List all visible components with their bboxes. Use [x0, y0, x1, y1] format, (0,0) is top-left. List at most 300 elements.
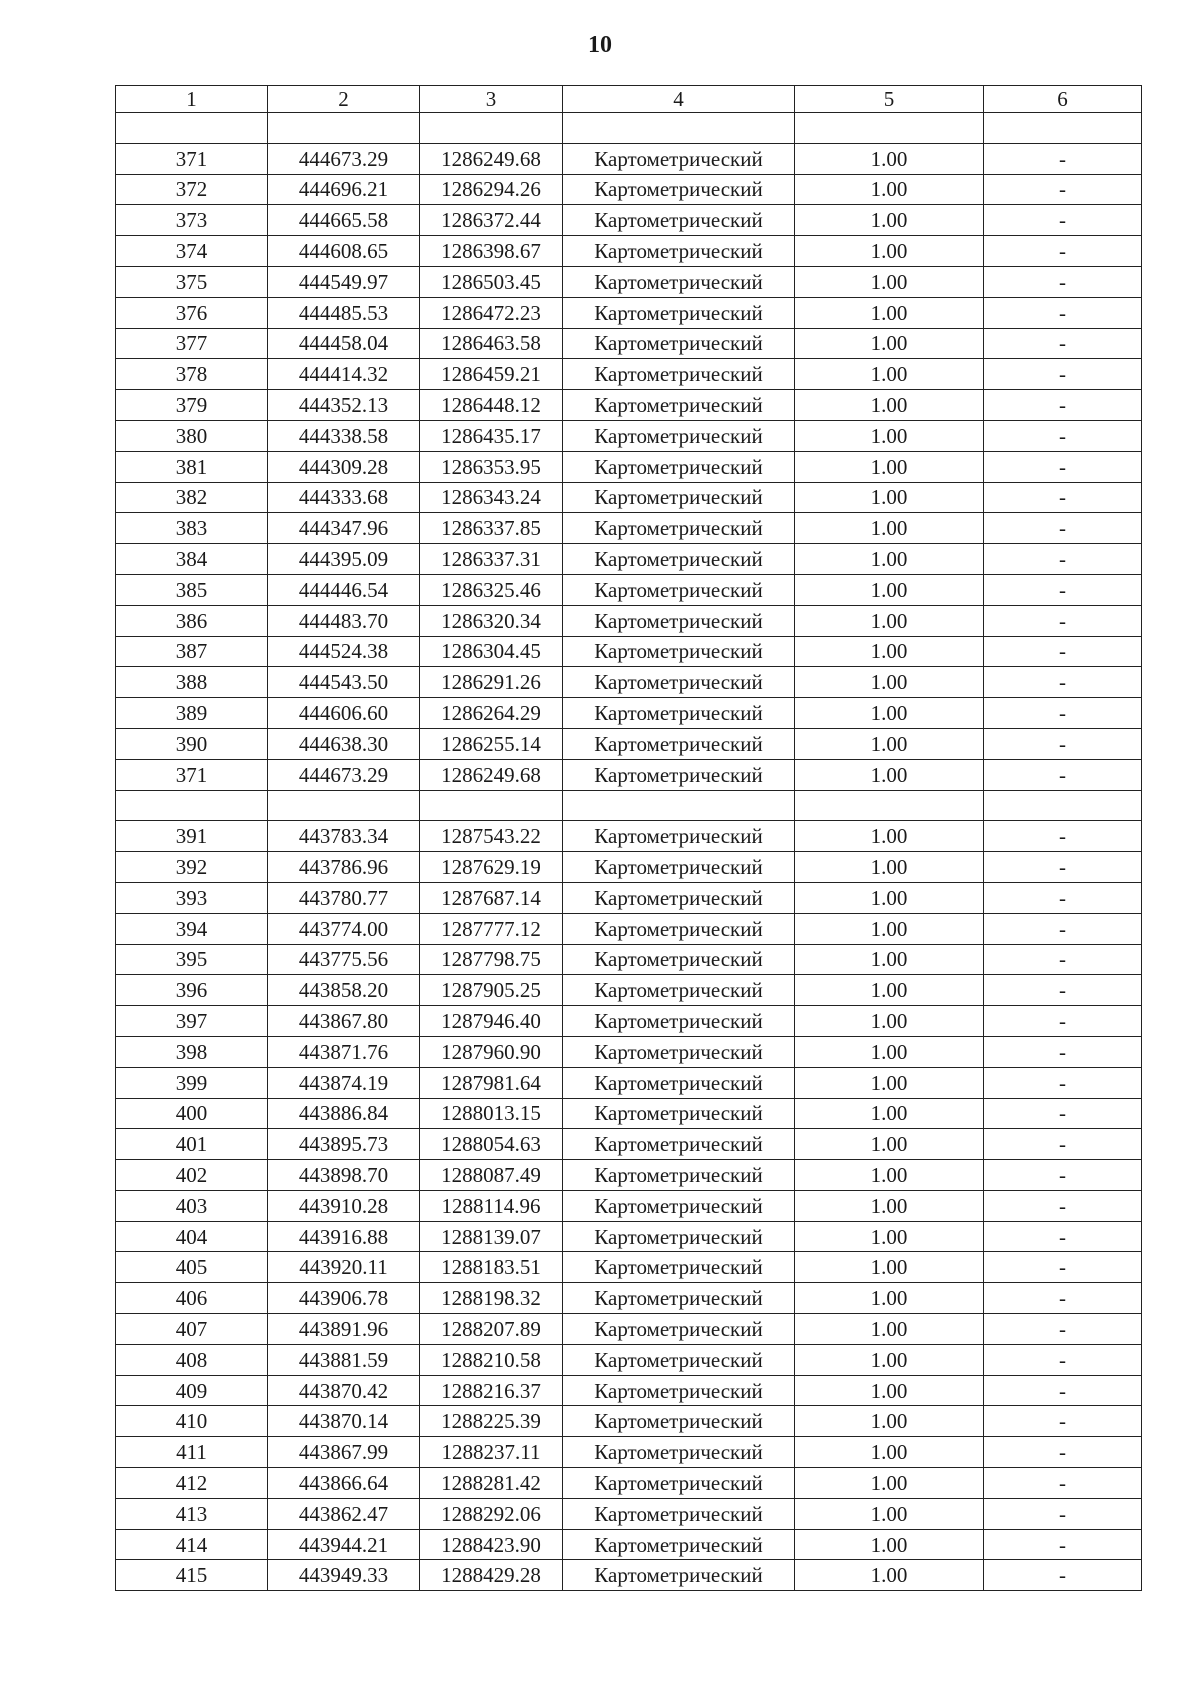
description-cell: - [984, 821, 1142, 852]
description-cell: - [984, 728, 1142, 759]
x-coordinate-cell: 444483.70 [268, 605, 420, 636]
table-row [116, 236, 1142, 267]
accuracy-cell: 1.00 [795, 1314, 984, 1345]
y-coordinate-cell: 1286294.26 [420, 174, 563, 205]
x-coordinate-cell: 444309.28 [268, 451, 420, 482]
description-cell: - [984, 1252, 1142, 1283]
point-number-cell: 411 [116, 1437, 268, 1468]
description-cell: - [984, 944, 1142, 975]
point-number-cell: 371 [116, 759, 268, 790]
description-cell: - [984, 451, 1142, 482]
method-cell: Картометрический [563, 174, 795, 205]
table-separator-row [116, 790, 1142, 821]
point-number-cell: 374 [116, 236, 268, 267]
method-cell: Картометрический [563, 236, 795, 267]
x-coordinate-cell: 444446.54 [268, 574, 420, 605]
table-row [116, 513, 1142, 544]
accuracy-cell: 1.00 [795, 852, 984, 883]
x-coordinate-cell: 443783.34 [268, 821, 420, 852]
y-coordinate-cell: 1286472.23 [420, 297, 563, 328]
table-row [116, 1160, 1142, 1191]
x-coordinate-cell: 443898.70 [268, 1160, 420, 1191]
accuracy-cell: 1.00 [795, 1283, 984, 1314]
y-coordinate-cell: 1286435.17 [420, 420, 563, 451]
y-coordinate-cell: 1288237.11 [420, 1437, 563, 1468]
point-number-cell: 388 [116, 667, 268, 698]
table-row [116, 1252, 1142, 1283]
accuracy-cell: 1.00 [795, 205, 984, 236]
y-coordinate-cell: 1288429.28 [420, 1560, 563, 1591]
point-number-cell: 412 [116, 1468, 268, 1499]
accuracy-cell: 1.00 [795, 1252, 984, 1283]
method-cell: Картометрический [563, 1221, 795, 1252]
x-coordinate-cell: 443867.99 [268, 1437, 420, 1468]
point-number-cell: 386 [116, 605, 268, 636]
description-cell [984, 113, 1142, 144]
method-cell: Картометрический [563, 1375, 795, 1406]
y-coordinate-cell: 1286459.21 [420, 359, 563, 390]
table-row [116, 482, 1142, 513]
table-row [116, 728, 1142, 759]
method-cell: Картометрический [563, 1036, 795, 1067]
description-cell: - [984, 1160, 1142, 1191]
method-cell: Картометрический [563, 328, 795, 359]
y-coordinate-cell: 1288087.49 [420, 1160, 563, 1191]
y-coordinate-cell [420, 790, 563, 821]
method-cell: Картометрический [563, 975, 795, 1006]
table-row [116, 1006, 1142, 1037]
table-row [116, 1529, 1142, 1560]
y-coordinate-cell: 1286463.58 [420, 328, 563, 359]
description-cell: - [984, 1314, 1142, 1345]
x-coordinate-cell: 444458.04 [268, 328, 420, 359]
table-row [116, 297, 1142, 328]
method-cell: Картометрический [563, 728, 795, 759]
accuracy-cell: 1.00 [795, 574, 984, 605]
point-number-cell: 375 [116, 266, 268, 297]
description-cell: - [984, 882, 1142, 913]
x-coordinate-cell: 443886.84 [268, 1098, 420, 1129]
accuracy-cell: 1.00 [795, 1098, 984, 1129]
description-cell: - [984, 1006, 1142, 1037]
description-cell: - [984, 913, 1142, 944]
accuracy-cell: 1.00 [795, 266, 984, 297]
accuracy-cell: 1.00 [795, 698, 984, 729]
table-row [116, 1437, 1142, 1468]
point-number-cell: 390 [116, 728, 268, 759]
x-coordinate-cell: 444608.65 [268, 236, 420, 267]
method-cell: Картометрический [563, 1160, 795, 1191]
method-cell: Картометрический [563, 1344, 795, 1375]
description-cell: - [984, 1468, 1142, 1499]
table-row [116, 451, 1142, 482]
description-cell: - [984, 1529, 1142, 1560]
table-row [116, 698, 1142, 729]
description-cell: - [984, 759, 1142, 790]
accuracy-cell: 1.00 [795, 728, 984, 759]
point-number-cell: 371 [116, 143, 268, 174]
x-coordinate-cell: 444665.58 [268, 205, 420, 236]
column-header-1: 1 [116, 86, 268, 113]
accuracy-cell: 1.00 [795, 297, 984, 328]
table-row [116, 852, 1142, 883]
x-coordinate-cell: 443949.33 [268, 1560, 420, 1591]
x-coordinate-cell: 443874.19 [268, 1067, 420, 1098]
x-coordinate-cell: 443774.00 [268, 913, 420, 944]
method-cell: Картометрический [563, 852, 795, 883]
point-number-cell: 401 [116, 1129, 268, 1160]
point-number-cell: 392 [116, 852, 268, 883]
x-coordinate-cell: 444549.97 [268, 266, 420, 297]
point-number-cell [116, 790, 268, 821]
description-cell: - [984, 297, 1142, 328]
table-row [116, 636, 1142, 667]
method-cell: Картометрический [563, 821, 795, 852]
point-number-cell: 382 [116, 482, 268, 513]
point-number-cell: 407 [116, 1314, 268, 1345]
x-coordinate-cell [268, 113, 420, 144]
description-cell [984, 790, 1142, 821]
y-coordinate-cell: 1288139.07 [420, 1221, 563, 1252]
accuracy-cell: 1.00 [795, 636, 984, 667]
y-coordinate-cell: 1286337.85 [420, 513, 563, 544]
table-row [116, 1344, 1142, 1375]
x-coordinate-cell: 444485.53 [268, 297, 420, 328]
method-cell: Картометрический [563, 667, 795, 698]
y-coordinate-cell: 1288054.63 [420, 1129, 563, 1160]
column-header-5: 5 [795, 86, 984, 113]
description-cell: - [984, 698, 1142, 729]
point-number-cell: 410 [116, 1406, 268, 1437]
column-header-4: 4 [563, 86, 795, 113]
method-cell: Картометрический [563, 913, 795, 944]
x-coordinate-cell: 443866.64 [268, 1468, 420, 1499]
accuracy-cell [795, 113, 984, 144]
x-coordinate-cell: 443858.20 [268, 975, 420, 1006]
point-number-cell: 372 [116, 174, 268, 205]
accuracy-cell: 1.00 [795, 513, 984, 544]
method-cell: Картометрический [563, 1283, 795, 1314]
description-cell: - [984, 1406, 1142, 1437]
y-coordinate-cell: 1287946.40 [420, 1006, 563, 1037]
method-cell: Картометрический [563, 698, 795, 729]
y-coordinate-cell: 1286337.31 [420, 544, 563, 575]
y-coordinate-cell: 1287629.19 [420, 852, 563, 883]
description-cell: - [984, 1036, 1142, 1067]
table-row [116, 1468, 1142, 1499]
description-cell: - [984, 636, 1142, 667]
accuracy-cell: 1.00 [795, 1498, 984, 1529]
y-coordinate-cell [420, 113, 563, 144]
method-cell: Картометрический [563, 266, 795, 297]
accuracy-cell: 1.00 [795, 975, 984, 1006]
y-coordinate-cell: 1286343.24 [420, 482, 563, 513]
y-coordinate-cell: 1286325.46 [420, 574, 563, 605]
point-number-cell: 403 [116, 1190, 268, 1221]
accuracy-cell: 1.00 [795, 944, 984, 975]
accuracy-cell: 1.00 [795, 420, 984, 451]
point-number-cell: 389 [116, 698, 268, 729]
point-number-cell: 414 [116, 1529, 268, 1560]
accuracy-cell: 1.00 [795, 1006, 984, 1037]
method-cell: Картометрический [563, 1560, 795, 1591]
x-coordinate-cell: 444673.29 [268, 759, 420, 790]
x-coordinate-cell: 443867.80 [268, 1006, 420, 1037]
x-coordinate-cell: 444338.58 [268, 420, 420, 451]
accuracy-cell: 1.00 [795, 1129, 984, 1160]
table-row [116, 359, 1142, 390]
column-header-6: 6 [984, 86, 1142, 113]
table-row [116, 1098, 1142, 1129]
description-cell: - [984, 1221, 1142, 1252]
table-row [116, 1406, 1142, 1437]
accuracy-cell: 1.00 [795, 1560, 984, 1591]
point-number-cell: 384 [116, 544, 268, 575]
method-cell [563, 113, 795, 144]
x-coordinate-cell: 444673.29 [268, 143, 420, 174]
x-coordinate-cell: 443891.96 [268, 1314, 420, 1345]
description-cell: - [984, 574, 1142, 605]
point-number-cell: 394 [116, 913, 268, 944]
x-coordinate-cell: 443775.56 [268, 944, 420, 975]
method-cell [563, 790, 795, 821]
table-row [116, 328, 1142, 359]
point-number-cell: 397 [116, 1006, 268, 1037]
y-coordinate-cell: 1286503.45 [420, 266, 563, 297]
description-cell: - [984, 266, 1142, 297]
accuracy-cell: 1.00 [795, 1160, 984, 1191]
point-number-cell: 404 [116, 1221, 268, 1252]
x-coordinate-cell [268, 790, 420, 821]
table-row [116, 143, 1142, 174]
accuracy-cell: 1.00 [795, 667, 984, 698]
table-row [116, 1498, 1142, 1529]
x-coordinate-cell: 444638.30 [268, 728, 420, 759]
method-cell: Картометрический [563, 1006, 795, 1037]
y-coordinate-cell: 1287960.90 [420, 1036, 563, 1067]
method-cell: Картометрический [563, 882, 795, 913]
x-coordinate-cell: 443920.11 [268, 1252, 420, 1283]
description-cell: - [984, 544, 1142, 575]
y-coordinate-cell: 1286353.95 [420, 451, 563, 482]
accuracy-cell: 1.00 [795, 544, 984, 575]
method-cell: Картометрический [563, 205, 795, 236]
y-coordinate-cell: 1286255.14 [420, 728, 563, 759]
y-coordinate-cell: 1286304.45 [420, 636, 563, 667]
method-cell: Картометрический [563, 513, 795, 544]
x-coordinate-cell: 443895.73 [268, 1129, 420, 1160]
x-coordinate-cell: 443862.47 [268, 1498, 420, 1529]
accuracy-cell: 1.00 [795, 913, 984, 944]
accuracy-cell: 1.00 [795, 1468, 984, 1499]
y-coordinate-cell: 1286448.12 [420, 390, 563, 421]
method-cell: Картометрический [563, 1098, 795, 1129]
table-separator-row [116, 113, 1142, 144]
y-coordinate-cell: 1287543.22 [420, 821, 563, 852]
y-coordinate-cell: 1286264.29 [420, 698, 563, 729]
point-number-cell: 377 [116, 328, 268, 359]
method-cell: Картометрический [563, 574, 795, 605]
table-row [116, 1283, 1142, 1314]
description-cell: - [984, 359, 1142, 390]
x-coordinate-cell: 443786.96 [268, 852, 420, 883]
y-coordinate-cell: 1288281.42 [420, 1468, 563, 1499]
table-row [116, 574, 1142, 605]
table-row [116, 759, 1142, 790]
method-cell: Картометрический [563, 359, 795, 390]
y-coordinate-cell: 1288225.39 [420, 1406, 563, 1437]
table-row [116, 1314, 1142, 1345]
table-row [116, 1375, 1142, 1406]
point-number-cell: 400 [116, 1098, 268, 1129]
x-coordinate-cell: 443881.59 [268, 1344, 420, 1375]
method-cell: Картометрический [563, 451, 795, 482]
accuracy-cell: 1.00 [795, 174, 984, 205]
x-coordinate-cell: 444606.60 [268, 698, 420, 729]
x-coordinate-cell: 444333.68 [268, 482, 420, 513]
description-cell: - [984, 1098, 1142, 1129]
point-number-cell: 413 [116, 1498, 268, 1529]
x-coordinate-cell: 444524.38 [268, 636, 420, 667]
point-number-cell: 406 [116, 1283, 268, 1314]
y-coordinate-cell: 1288183.51 [420, 1252, 563, 1283]
method-cell: Картометрический [563, 1529, 795, 1560]
point-number-cell: 373 [116, 205, 268, 236]
method-cell: Картометрический [563, 1190, 795, 1221]
point-number-cell: 398 [116, 1036, 268, 1067]
y-coordinate-cell: 1286249.68 [420, 759, 563, 790]
accuracy-cell: 1.00 [795, 1221, 984, 1252]
y-coordinate-cell: 1288207.89 [420, 1314, 563, 1345]
accuracy-cell: 1.00 [795, 451, 984, 482]
description-cell: - [984, 975, 1142, 1006]
description-cell: - [984, 1129, 1142, 1160]
table-header-row [116, 86, 1142, 113]
point-number-cell: 399 [116, 1067, 268, 1098]
accuracy-cell: 1.00 [795, 390, 984, 421]
table-row [116, 1036, 1142, 1067]
table-row [116, 544, 1142, 575]
table-row [116, 667, 1142, 698]
y-coordinate-cell: 1286320.34 [420, 605, 563, 636]
point-number-cell: 376 [116, 297, 268, 328]
accuracy-cell: 1.00 [795, 821, 984, 852]
accuracy-cell: 1.00 [795, 1406, 984, 1437]
table-row [116, 975, 1142, 1006]
accuracy-cell: 1.00 [795, 236, 984, 267]
method-cell: Картометрический [563, 636, 795, 667]
point-number-cell: 387 [116, 636, 268, 667]
point-number-cell: 379 [116, 390, 268, 421]
accuracy-cell: 1.00 [795, 1437, 984, 1468]
method-cell: Картометрический [563, 1468, 795, 1499]
point-number-cell: 409 [116, 1375, 268, 1406]
description-cell: - [984, 174, 1142, 205]
point-number-cell: 408 [116, 1344, 268, 1375]
table-row [116, 266, 1142, 297]
description-cell: - [984, 852, 1142, 883]
table-row [116, 944, 1142, 975]
y-coordinate-cell: 1288216.37 [420, 1375, 563, 1406]
point-number-cell: 405 [116, 1252, 268, 1283]
x-coordinate-cell: 444543.50 [268, 667, 420, 698]
description-cell: - [984, 513, 1142, 544]
y-coordinate-cell: 1286372.44 [420, 205, 563, 236]
accuracy-cell: 1.00 [795, 143, 984, 174]
point-number-cell: 391 [116, 821, 268, 852]
column-header-2: 2 [268, 86, 420, 113]
point-number-cell: 395 [116, 944, 268, 975]
point-number-cell [116, 113, 268, 144]
description-cell: - [984, 1498, 1142, 1529]
table-row [116, 1221, 1142, 1252]
accuracy-cell: 1.00 [795, 328, 984, 359]
method-cell: Картометрический [563, 390, 795, 421]
x-coordinate-cell: 443780.77 [268, 882, 420, 913]
description-cell: - [984, 1437, 1142, 1468]
method-cell: Картометрический [563, 944, 795, 975]
point-number-cell: 380 [116, 420, 268, 451]
column-header-3: 3 [420, 86, 563, 113]
description-cell: - [984, 328, 1142, 359]
method-cell: Картометрический [563, 1314, 795, 1345]
point-number-cell: 393 [116, 882, 268, 913]
y-coordinate-cell: 1286249.68 [420, 143, 563, 174]
accuracy-cell: 1.00 [795, 1036, 984, 1067]
description-cell: - [984, 420, 1142, 451]
point-number-cell: 378 [116, 359, 268, 390]
method-cell: Картометрический [563, 1067, 795, 1098]
description-cell: - [984, 482, 1142, 513]
accuracy-cell: 1.00 [795, 882, 984, 913]
accuracy-cell: 1.00 [795, 759, 984, 790]
description-cell: - [984, 1190, 1142, 1221]
x-coordinate-cell: 444414.32 [268, 359, 420, 390]
description-cell: - [984, 1344, 1142, 1375]
y-coordinate-cell: 1288198.32 [420, 1283, 563, 1314]
method-cell: Картометрический [563, 143, 795, 174]
description-cell: - [984, 667, 1142, 698]
table-row [116, 1190, 1142, 1221]
method-cell: Картометрический [563, 420, 795, 451]
accuracy-cell: 1.00 [795, 1190, 984, 1221]
description-cell: - [984, 605, 1142, 636]
accuracy-cell: 1.00 [795, 1529, 984, 1560]
description-cell: - [984, 1560, 1142, 1591]
x-coordinate-cell: 443916.88 [268, 1221, 420, 1252]
point-number-cell: 381 [116, 451, 268, 482]
accuracy-cell [795, 790, 984, 821]
method-cell: Картометрический [563, 1129, 795, 1160]
table-row [116, 1129, 1142, 1160]
table-row [116, 205, 1142, 236]
x-coordinate-cell: 444352.13 [268, 390, 420, 421]
method-cell: Картометрический [563, 1437, 795, 1468]
method-cell: Картометрический [563, 759, 795, 790]
table-body [116, 86, 1142, 1591]
point-number-cell: 415 [116, 1560, 268, 1591]
coordinates-table [115, 85, 1142, 1591]
table-row [116, 1067, 1142, 1098]
method-cell: Картометрический [563, 297, 795, 328]
y-coordinate-cell: 1286398.67 [420, 236, 563, 267]
point-number-cell: 396 [116, 975, 268, 1006]
table-row [116, 882, 1142, 913]
x-coordinate-cell: 443870.14 [268, 1406, 420, 1437]
y-coordinate-cell: 1287777.12 [420, 913, 563, 944]
table-row [116, 420, 1142, 451]
x-coordinate-cell: 444395.09 [268, 544, 420, 575]
